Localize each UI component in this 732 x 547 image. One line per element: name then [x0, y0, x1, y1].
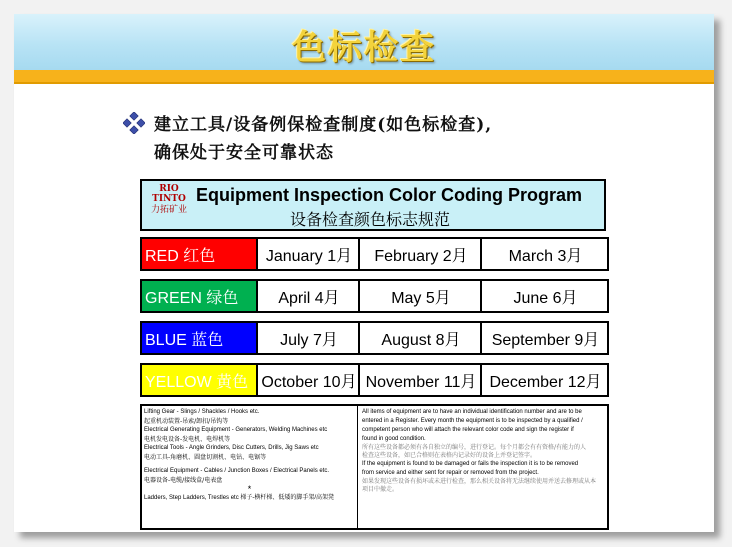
- title-band: [14, 14, 714, 70]
- color-label-blue: BLUE 蓝色: [142, 323, 256, 353]
- rule-text-en: entered in a Register. Every month the equipment is to be inspected by a qualified /: [362, 418, 583, 424]
- rule-text-zh: 如果发现这些设备有损坏或未进行检查，那么相关设备将无法继续使用并送去修理或从本: [362, 478, 597, 485]
- month-cell: December 12月: [480, 365, 609, 395]
- month-cell: October 10月: [256, 365, 360, 395]
- equipment-item-zh: 电器设备-电缆/接线盒/电表盘: [144, 477, 223, 484]
- rule-text-en: competent person who will attach the relevant color code and sign the register if: [362, 427, 574, 433]
- rule-text-en: If the equipment is found to be damaged or fails the inspection it is to be removed: [362, 461, 579, 467]
- equipment-item-en: Electrical Equipment - Cables / Junction Boxes / Electrical Panels etc.: [144, 468, 330, 474]
- color-label-green: GREEN 绿色: [142, 281, 256, 311]
- month-cell: February 2月: [358, 239, 482, 269]
- month-cell: May 5月: [358, 281, 482, 311]
- rule-text-zh: 项目中撤走。: [362, 486, 399, 493]
- accent-line: [14, 82, 714, 84]
- logo-line-2: TINTO: [152, 194, 186, 204]
- equipment-info-box: [140, 404, 609, 530]
- month-cell: August 8月: [358, 323, 482, 353]
- equipment-item-en: Lifting Gear - Slings / Shackles / Hooks etc.: [144, 409, 260, 415]
- rio-tinto-logo: [148, 184, 190, 216]
- equipment-item-en: Electrical Tools - Angle Grinders, Disc Cutters, Drills, Jig Saws etc: [144, 445, 319, 451]
- logo-line-3: 力拓矿业: [150, 205, 187, 215]
- rule-text-en: from service and either sent for repair or removed from the project.: [362, 470, 539, 476]
- diamond-bullet-icon: [123, 112, 145, 134]
- slide: [14, 14, 714, 532]
- equipment-item-en: Electrical Generating Equipment - Generators, Welding Machines etc: [144, 427, 328, 433]
- equipment-item-en: Ladders, Step Ladders, Trestles etc 梯子-横杆梯、低矮的脚手架/高架凳: [144, 495, 335, 501]
- slide-title: 色标检查: [292, 28, 436, 68]
- rule-text-en: All items of equipment are to have an individual identification number and are to be: [362, 409, 582, 415]
- separator-star: *: [247, 484, 252, 494]
- month-cell: July 7月: [256, 323, 360, 353]
- month-cell: November 11月: [358, 365, 482, 395]
- month-cell: April 4月: [256, 281, 360, 311]
- color-row-yellow: [140, 363, 609, 397]
- inspection-rules: [359, 406, 607, 528]
- equipment-item-zh: 电动工具-角磨机、圆盘切割机、电钻、电锯等: [144, 454, 267, 461]
- color-row-red: [140, 237, 609, 271]
- month-cell: January 1月: [256, 239, 360, 269]
- color-row-green: [140, 279, 609, 313]
- rule-text-zh: 检查这些设备，如已合格则在表格内记录好的设备上并登记签字。: [362, 452, 537, 459]
- bullet-text-line-2: 确保处于安全可靠状态: [154, 143, 334, 163]
- program-title-en: Equipment Inspection Color Coding Program: [196, 185, 583, 205]
- logo-line-1: RIO: [159, 184, 179, 194]
- month-cell: June 6月: [480, 281, 609, 311]
- program-title-zh: 设备检查颜色标志规范: [290, 210, 451, 229]
- equipment-list: [142, 406, 358, 528]
- color-label-red: RED 红色: [142, 239, 256, 269]
- rule-text-zh: 所有这些设备都必须有各自独立的编号，进行登记。每个月都会有有资格/有能力的人: [362, 444, 587, 451]
- color-label-yellow: YELLOW 黄色: [142, 365, 256, 395]
- month-cell: March 3月: [480, 239, 609, 269]
- month-cell: September 9月: [480, 323, 609, 353]
- equipment-item-zh: 起重机动装置-吊索/卸扣/吊钩等: [144, 418, 229, 425]
- program-header: [140, 179, 606, 231]
- color-row-blue: [140, 321, 609, 355]
- accent-bar: [14, 70, 714, 82]
- rule-text-en: found in good condition.: [362, 436, 426, 442]
- bullet-text-line-1: 建立工具/设备例保检查制度(如色标检查),: [154, 115, 493, 135]
- equipment-item-zh: 电机发电设备-发电机、电焊机等: [144, 436, 231, 443]
